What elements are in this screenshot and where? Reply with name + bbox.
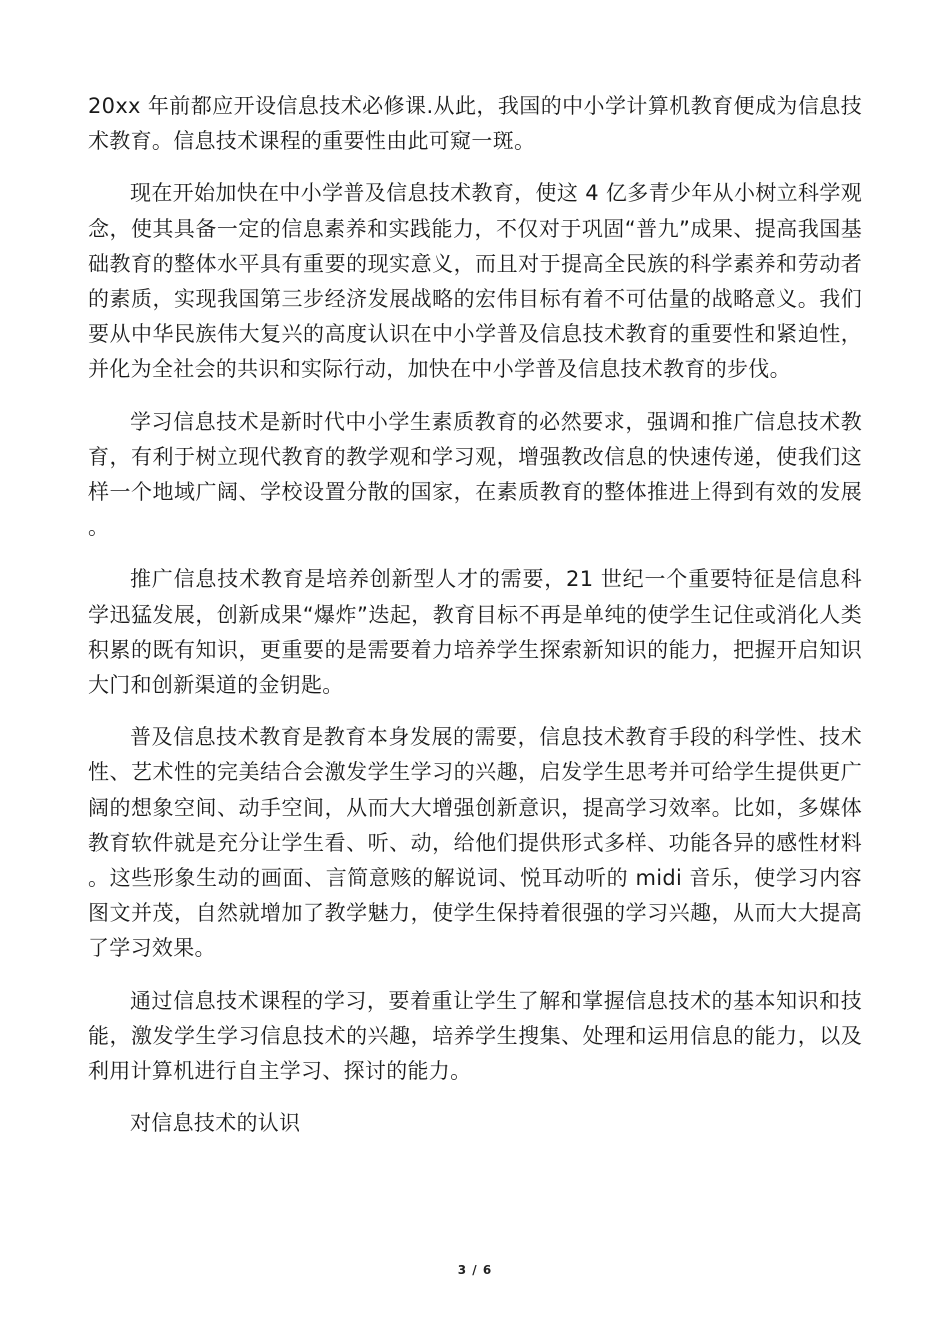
- paragraph: 通过信息技术课程的学习，要着重让学生了解和掌握信息技术的基本知识和技能，激发学生学习信息技术的兴趣，培养学生搜集、处理和运用信息的能力，以及利用计算机进行自主学习、探讨的能力。: [88, 988, 862, 1084]
- paragraph: 学习信息技术是新时代中小学生素质教育的必然要求，强调和推广信息技术教育，有利于树立现代教育的教学观和学习观，增强教改信息的快速传递，使我们这样一个地域广阔、学校设置分散的国家，在素质教育的整体推进上得到有效的发展。: [88, 409, 862, 540]
- document-body: [88, 89, 862, 1141]
- paragraph: 推广信息技术教育是培养创新型人才的需要，21 世纪一个重要特征是信息科学迅猛发展，创新成果“爆炸”迭起，教育目标不再是单纯的使学生记住或消化人类积累的既有知识，更重要的是需要着力培养学生探索新知识的能力，把握开启知识大门和创新渠道的金钥匙。: [88, 567, 862, 698]
- paragraph-continuation: 20xx 年前都应开设信息技术必修课.从此，我国的中小学计算机教育便成为信息技术教育。信息技术课程的重要性由此可窥一斑。: [88, 94, 862, 154]
- page-number: 3 / 6: [457, 1263, 493, 1277]
- paragraph: 现在开始加快在中小学普及信息技术教育，使这 4 亿多青少年从小树立科学观念，使其具备一定的信息素养和实践能力，不仅对于巩固“普九”成果、提高我国基础教育的整体水平具有重要的现实意义，而且对于提高全民族的科学素养和劳动者的素质，实现我国第三步经济发展战略的宏伟目标有着不可估量的战略意义。我们要从中华民族伟大复兴的高度认识在中小学普及信息技术教育的重要性和紧迫性，并化为全社会的共识和实际行动，加快在中小学普及信息技术教育的步伐。: [88, 181, 862, 382]
- paragraph: 普及信息技术教育是教育本身发展的需要，信息技术教育手段的科学性、技术性、艺术性的完美结合会激发学生学习的兴趣，启发学生思考并可给学生提供更广阔的想象空间、动手空间，从而大大增强创新意识，提高学习效率。比如，多媒体教育软件就是充分让学生看、听、动，给他们提供形式多样、功能各异的感性材料。这些形象生动的画面、言简意赅的解说词、悦耳动听的 midi 音乐，使学习内容图文并茂，自然就增加了教学魅力，使学生保持着很强的学习兴趣，从而大大提高了学习效果。: [88, 725, 862, 961]
- section-heading: 对信息技术的认识: [130, 1111, 301, 1136]
